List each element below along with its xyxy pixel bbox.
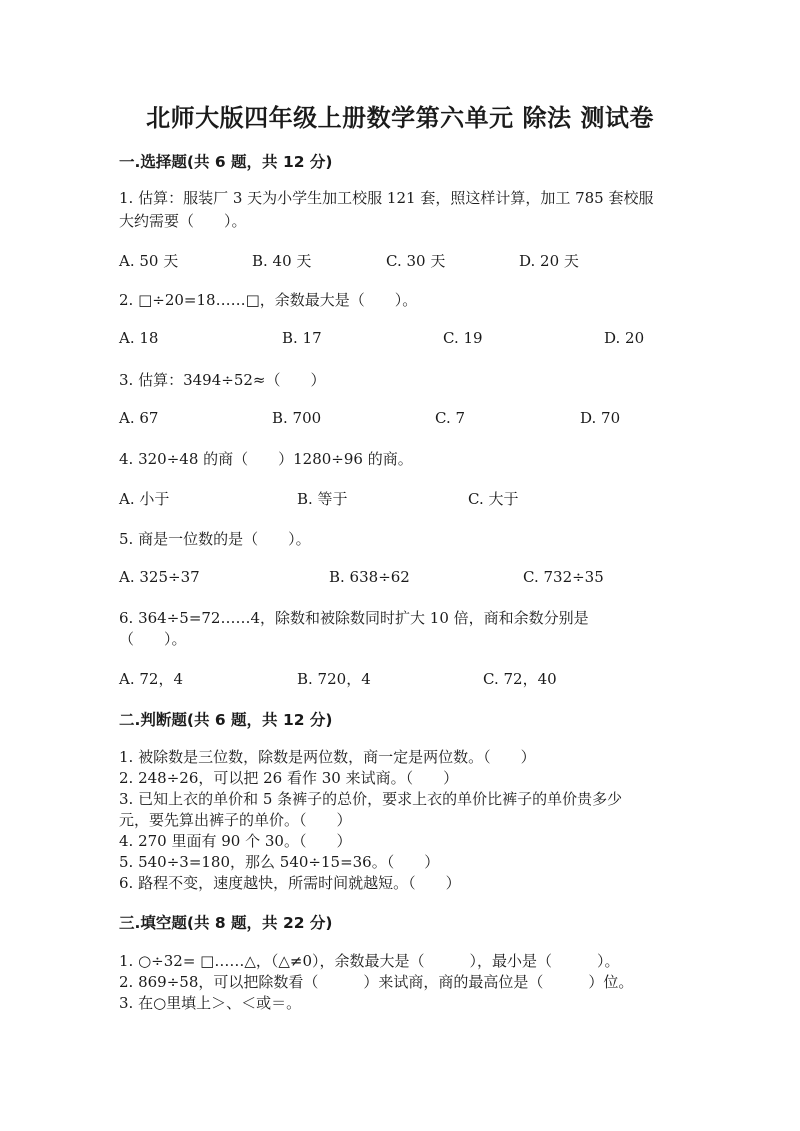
- section-heading-true-false: 二.判断题(共 6 题，共 12 分): [119, 711, 333, 729]
- true-false-item-5: 5. 540÷3=180，那么 540÷15=36。（ ）: [119, 853, 440, 871]
- question-6-option-a: A. 72，4: [119, 670, 183, 688]
- question-3-option-c: C. 7: [435, 409, 466, 427]
- question-6-option-c: C. 72，40: [483, 670, 557, 688]
- section-heading-fill-blank: 三.填空题(共 8 题，共 22 分): [119, 914, 333, 932]
- true-false-item-6: 6. 路程不变，速度越快，所需时间就越短。（ ）: [119, 874, 461, 892]
- true-false-item-4: 4. 270 里面有 90 个 30。（ ）: [119, 832, 352, 850]
- question-5-option-a: A. 325÷37: [119, 568, 200, 586]
- page-title: 北师大版四年级上册数学第六单元 除法 测试卷: [146, 104, 654, 132]
- true-false-item-3-line-2: 元，要先算出裤子的单价。（ ）: [119, 811, 352, 829]
- question-2-line-1: 2. □÷20=18……□，余数最大是（ ）。: [119, 291, 418, 309]
- question-1-option-c: C. 30 天: [386, 252, 446, 270]
- question-5-option-c: C. 732÷35: [523, 568, 604, 586]
- question-6-option-b: B. 720，4: [297, 670, 371, 688]
- question-1-option-d: D. 20 天: [519, 252, 579, 270]
- question-1-option-a: A. 50 天: [119, 252, 179, 270]
- question-4-option-c: C. 大于: [468, 490, 519, 508]
- fill-blank-item-3: 3. 在○里填上＞、＜或＝。: [119, 994, 302, 1012]
- question-1-option-b: B. 40 天: [252, 252, 312, 270]
- question-4-option-a: A. 小于: [119, 490, 170, 508]
- question-5-option-b: B. 638÷62: [329, 568, 410, 586]
- question-4-option-b: B. 等于: [297, 490, 348, 508]
- question-4-line-1: 4. 320÷48 的商（ ）1280÷96 的商。: [119, 450, 413, 468]
- question-3-option-d: D. 70: [580, 409, 621, 427]
- fill-blank-item-1: 1. ○÷32= □……△，（△≠0），余数最大是（ ），最小是（ ）。: [119, 952, 620, 970]
- question-2-option-d: D. 20: [604, 329, 645, 347]
- question-1-line-2: 大约需要（ ）。: [119, 212, 247, 230]
- true-false-item-3-line-1: 3. 已知上衣的单价和 5 条裤子的总价，要求上衣的单价比裤子的单价贵多少: [119, 790, 623, 808]
- question-6-line-2: （ ）。: [119, 630, 187, 648]
- question-6-line-1: 6. 364÷5=72……4，除数和被除数同时扩大 10 倍，商和余数分别是: [119, 609, 589, 627]
- fill-blank-item-2: 2. 869÷58，可以把除数看（ ）来试商，商的最高位是（ ）位。: [119, 973, 634, 991]
- true-false-item-2: 2. 248÷26，可以把 26 看作 30 来试商。（ ）: [119, 769, 459, 787]
- question-1-line-1: 1. 估算：服装厂 3 天为小学生加工校服 121 套，照这样计算，加工 785 套校服: [119, 189, 654, 207]
- question-2-option-c: C. 19: [443, 329, 483, 347]
- true-false-item-1: 1. 被除数是三位数，除数是两位数，商一定是两位数。（ ）: [119, 748, 536, 766]
- question-3-option-a: A. 67: [119, 409, 159, 427]
- question-5-line-1: 5. 商是一位数的是（ ）。: [119, 530, 311, 548]
- question-2-option-a: A. 18: [119, 329, 159, 347]
- question-3-option-b: B. 700: [272, 409, 322, 427]
- question-2-option-b: B. 17: [282, 329, 322, 347]
- question-3-line-1: 3. 估算：3494÷52≈（ ）: [119, 371, 326, 389]
- section-heading-choice: 一.选择题(共 6 题，共 12 分): [119, 153, 333, 171]
